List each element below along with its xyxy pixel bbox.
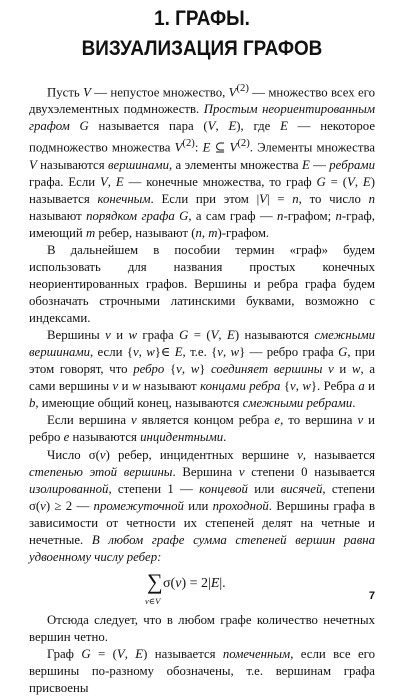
paragraph: Число σ(v) ребер, инцидентных вершине v, называется степенью этой вершины. Вершина v степени 0 называется изолированной, степени 1 — концевой или висячей, степени σ(v) ≥ 2 — промежуточной или проходной. Вершины графа в зависимости от четности их степеней делят на четные и нечетные. В любом графе сумма степеней вершин равна удвоенному числу ребер: (29, 447, 376, 564)
body-text (29, 80, 375, 697)
paragraph: Граф G = (V, E) называется помеченным, если все его вершины по-разному обозначены, т.е. вершинам графа присвоены (29, 646, 375, 696)
formula-body: σ(v) = 2|E|. (163, 575, 226, 591)
summation-index: v∈V (145, 595, 161, 606)
degree-sum-formula (29, 568, 375, 606)
summation-sign: ∑ (147, 568, 163, 594)
paragraph: Вершины v и w графа G = (V, E) называются смежными вершинами, если {v, w}∈ E, т.е. {v, w} — ребро графа G, при этом говорят, что ребро {v, w} соединяет вершины v и w, а сами вершины v и w называют концами ребра {v, w}. Ребра a и b, имеющие общий конец, называются смежными ребрами. (29, 328, 376, 411)
page-number: 7 (368, 590, 375, 602)
chapter-title-line-1: 1. ГРАФЫ. (154, 6, 250, 30)
paragraph: Если вершина v является концом ребра e, то вершина v и ребро e называются инцидентными. (29, 413, 375, 445)
paragraph: В дальнейшем в пособии термин «граф» будем использовать для названия простых конечных неориентированных графов. Вершины и ребра графа будем обозначать строчными латинскими буквами, возможно с индексами. (29, 242, 375, 326)
paragraph: Пусть V — непустое множество, $V^{(2)}$ — множество всех его двухэлементных подмножеств. Простым неориентированным графом G называется пара (V, E), где E — некоторое подмножество множества $V^{(2)}$: E ⊆ $V^{(2)}$. Элементы множества V называются вершинами, а элементы множества E — ребрами графа. Если V, E — конечные множества, то граф G = (V, E) называется конечным. Если при этом |V| = n, то число n называют порядком графа G, а сам граф — n-графом; n-граф, имеющий m ребер, называют (n, m)-графом. (29, 83, 376, 240)
chapter-title-line-2: ВИЗУАЛИЗАЦИЯ ГРАФОВ (81, 36, 323, 60)
paragraph: Отсюда следует, что в любом графе количество нечетных вершин четно. (29, 612, 375, 644)
